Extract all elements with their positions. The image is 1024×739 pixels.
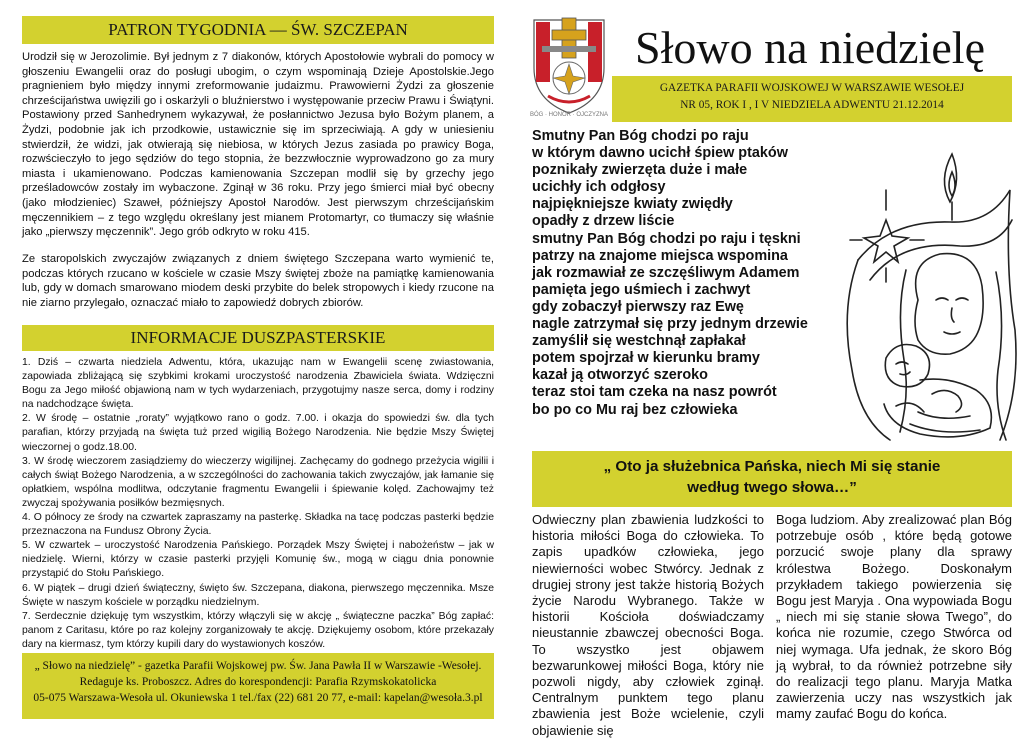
- patron-heading-bar: [22, 16, 494, 44]
- poem-line: pamięta jego uśmiech i zachwyt: [532, 281, 751, 298]
- info-list: [22, 356, 494, 652]
- patron-paragraph-2: Ze staropolskich zwyczajów związanych z dniem świętego Szczepana warto wymienić te, podczas których rzucano w kościele w czasie Mszy świętej zboże na pamiątkę kamienowania lub, gdy w domach smarowano miodem deski przybite do belek stropowych i kiedy rzucone na nie ziarno przylegało, oznaczać miało to zapowiedź dobrych zbiorów.: [22, 253, 494, 309]
- emblem-motto: BÓG · HONOR · OJCZYZNA: [530, 112, 608, 118]
- info-item: 3. W środę wieczorem zasiądziemy do wieczerzy wigilijnej. Zachęcamy do godnego przeżycia wigilii i całych świąt Bożego Narodzenia, a w szczególności do zachowania takich zwyczajów, jak łamanie się opłatkiem, wspólna modlitwa, odczytanie fragmentu Ewangelii i śpiewanie kolęd. Zachowajmy też zwyczaj spożywania posiłków bezmięsnych.: [22, 455, 494, 509]
- masthead-band: [612, 76, 1012, 122]
- poem-line: poznikały zwierzęta duże i małe: [532, 162, 748, 179]
- newsletter-title: Słowo na niedzielę: [634, 22, 985, 73]
- info-item: 2. W środę – ostatnie „roraty” wyjątkowo rano o godz. 7.00. i okazja do spowiedzi św. dla tych parafian, którzy przyjadą na święta tuż przed wigilią Bożego Narodzenia. Nie będzie Mszy Świętej wieczornej o godz.18.00.: [22, 413, 494, 453]
- poem-line: jak rozmawiał ze szczęśliwym Adamem: [532, 264, 800, 281]
- info-item: 5. W czwartek – uroczystość Narodzenia Pańskiego. Porządek Mszy Świętej i nabożeństw – jak w niedzielę. Wierni, którzy w czasie pasterki przyjęli Komunię św., mogą w ciągu dnia ponownie przystąpić do Stołu Pańskiego.: [22, 540, 494, 580]
- poem-line: patrzy na znajome miejsca wspomina: [532, 247, 788, 264]
- poem-line: ucichły ich odgłosy: [532, 179, 666, 196]
- poem: [532, 128, 832, 419]
- madonna-illustration-icon: [800, 150, 1022, 450]
- newsletter-subtitle: GAZETKA PARAFII WOJSKOWEJ W WARSZAWIE WESOŁEJ: [659, 82, 965, 94]
- poem-line: potem spojrzał w kierunku bramy: [532, 350, 760, 367]
- poem-line: najpiękniejsze kwiaty zwiędły: [532, 196, 733, 213]
- quote-line-2: według twego słowa…”: [687, 479, 857, 496]
- info-item: 4. O północy ze środy na czwartek zapraszamy na pasterkę. Składka na tacę podczas pasterki będzie przeznaczona na Fundusz Obrony Życia.: [22, 512, 494, 538]
- info-heading: INFORMACJE DUSZPASTERSKIE: [130, 328, 386, 347]
- poem-line: teraz stoi tam czeka na nasz powrót: [532, 384, 777, 401]
- info-item: 1. Dziś – czwarta niedziela Adwentu, która, ukazując nam w Ewangelii scenę zwiastowania, zapowiada zbliżającą się szybkimi krokami uroczystość narodzenia Zbawiciela świata. Wdzięczni Bogu za Jego miłość objawioną nam w tych wydarzeniach, przygotujmy nasze serca, domy i rodziny na nadchodzące święta.: [22, 357, 494, 411]
- reflection-column-1: Odwieczny plan zbawienia ludzkości to historia miłości Boga do człowieka. To zapis upadków człowieka, jego niewierności wobec Stwórcy. Jednak z drugiej strony jest także historią Bożych życie Narodu Wybranego. Także w historii Kościoła doświadczamy nieustannie zbawczej obecności Boga. To wszystko jest objawem bezwarunkowej miłości Boga, który nie pozwoli nigdy, aby człowiek zginął. Centralnym punktem tego planu zbawienia jest Boże wcielenie, czyli objawienie się: [532, 512, 764, 738]
- info-item: 6. W piątek – drugi dzień świąteczny, święto św. Szczepana, diakona, pierwszego męczennika. Msze Święte w naszym kościele w porządku niedzielnym.: [22, 582, 494, 608]
- poem-line: smutny Pan Bóg chodzi po raju i tęskni: [532, 230, 801, 247]
- footer-line-1: „ Słowo na niedzielę” - gazetka Parafii Wojskowej pw. Św. Jana Pawła II w Warszawie -Wesołej.: [34, 660, 482, 672]
- poem-line: bo po co Mu raj bez człowieka: [532, 401, 738, 418]
- issue-info: NR 05, ROK I , I V NIEDZIELA ADWENTU 21.12.2014: [680, 99, 944, 111]
- poem-line: opadły z drzew liście: [532, 213, 675, 230]
- poem-line: zamyślił się westchnął zapłakał: [532, 333, 746, 350]
- quote-line-1: „ Oto ja służebnica Pańska, niech Mi się stanie: [603, 458, 941, 475]
- quote-bar: [532, 451, 1012, 507]
- footer-line-2: Redaguje ks. Proboszcz. Adres do korespondencji: Parafia Rzymskokatolicka: [79, 676, 437, 688]
- patron-paragraph-1: Urodził się w Jerozolimie. Był jednym z 7 diakonów, których Apostołowie wybrali do pomocy w głoszeniu Ewangelii oraz do posługi ubogim, o czym wspominają Dzieje Apostolskie.Jego pragnieniem było między innymi zreformowanie judaizmu. Prawowierni Żydzi za głoszenie chrześcijaństwa uwięzili go i oskarżyli o bluźnierstwo i występowanie przeciw Prawu i Świątyni. Postawiony przed Sanhedrynem wykazywał, że posłannictwo Jezusa było Bożym planem, a Żydzi, podobnie jak ich przodkowie, ustawicznie się im sprzeciwiają. A gdy w uniesieniu stwierdził, że widzi, jak otwierają się niebiosa, w których Jezus zasiada po prawicy Boga, rozwścieczyło to jego sędziów do tego stopnia, że bezzwłocznie wyprowadzono go za mury miasta i ukamienowano. Podczas kamienowania Szczepan modlił się by grzechy jego prześladowców zostały im wybaczone. Zginął w 36 roku. Przy jego śmierci miał być obecny (jako młodzieniec) Szaweł, późniejszy Apostoł Narodów. Jest pierwszym chrześcijańskim męczennikiem – z tego względu określany jest mianem Protomartyr, co tłumaczy się właśnie jako „pierwszy męczennik”. Jego grób odkryto w roku 415.: [22, 51, 494, 239]
- poem-line: kazał ją otworzyć szeroko: [532, 367, 708, 384]
- parish-emblem-icon: [530, 16, 608, 116]
- poem-line: Smutny Pan Bóg chodzi po raju: [532, 128, 749, 144]
- footer-line-3: 05-075 Warszawa-Wesoła ul. Okuniewska 1 tel./fax (22) 681 20 77, e-mail: kapelan@wesoła.3.pl: [33, 692, 483, 704]
- poem-line: gdy zobaczył pierwszy raz Ewę: [532, 298, 744, 315]
- patron-heading: PATRON TYGODNIA — ŚW. SZCZEPAN: [108, 20, 408, 39]
- poem-line: nagle zatrzymał się przy jednym drzewie: [532, 316, 808, 333]
- info-item: 7. Serdecznie dziękuję tym wszystkim, którzy włączyli się w akcję „ świąteczne paczka” Bóg zapłać: panom z Caritasu, które po raz kolejny zorganizowały te akcję. Dziękujemy osobom, które przekazały dary na kiermasz, tym którzy kupili dary do wystawionych koszów.: [22, 610, 494, 650]
- footer-box: [22, 653, 494, 719]
- info-heading-bar: [22, 325, 494, 351]
- reflection-column-2: Boga ludziom. Aby zrealizować plan Bóg potrzebuje osób , które będą gotowe porzucić swoje plany dla sprawy królestwa Bożego. Doskonałym przykładem takiego powierzenia się Bogu jest Maryja . Ona wypowiada Bogu „ niech mi się stanie słowa Twego”, do końca nie rozumie, czego Stwórca od niej wymaga. Ufa jednak, że skoro Bóg ją wybrał, to da również potrzebne siły do realizacji tego planu. Maryja Matka zawierzenia uczy nas wszystkich jak mamy zaufać Bogu do końca.: [776, 512, 1012, 722]
- poem-line: w którym dawno ucichł śpiew ptaków: [532, 145, 788, 162]
